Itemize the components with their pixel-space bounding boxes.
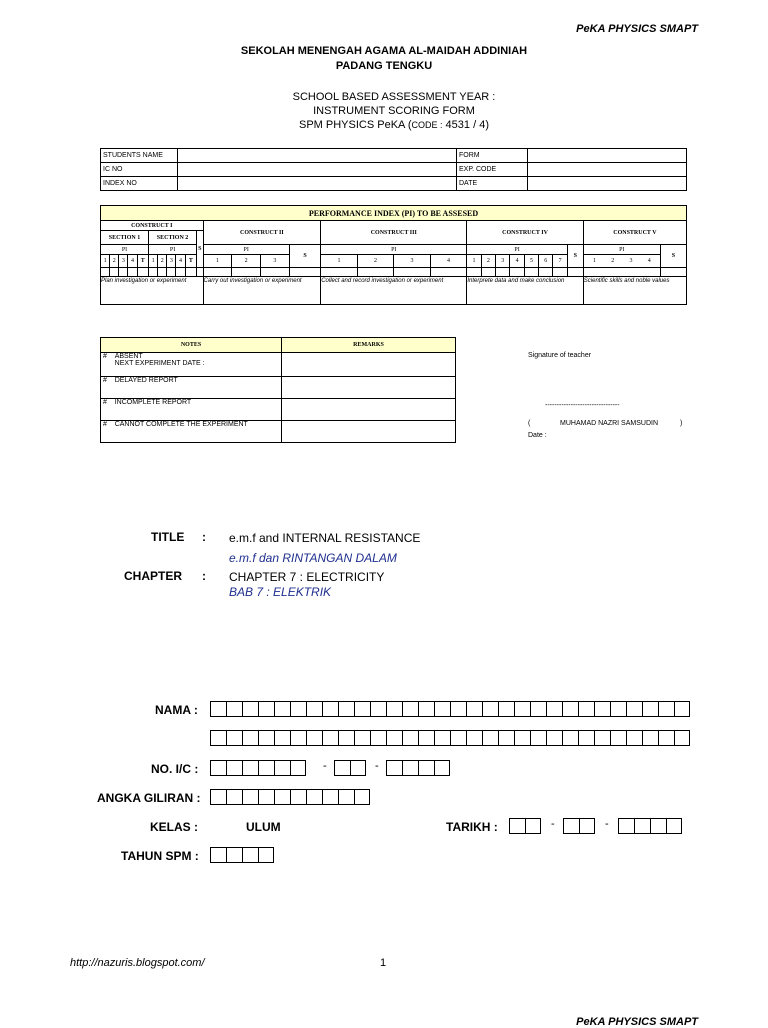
note-absent (101, 353, 282, 377)
tarikh-label: TARIKH : (446, 820, 498, 834)
exp-code-field[interactable] (528, 163, 687, 177)
construct4-pi: PI (467, 245, 568, 255)
section1-pi: PI (101, 245, 149, 255)
section2-pi: PI (149, 245, 197, 255)
tarikh-year-boxes[interactable] (618, 818, 682, 834)
pi-num: 5 (524, 255, 538, 268)
note-cannot (101, 421, 282, 443)
tarikh-month-boxes[interactable] (563, 818, 595, 834)
noic-boxes-3[interactable] (386, 760, 450, 776)
score-cell[interactable] (176, 268, 185, 277)
form-code-prefix: SPM PHYSICS PeKA ( (299, 119, 412, 131)
student-info-table (100, 148, 687, 191)
tahun-spm-boxes[interactable] (210, 847, 274, 863)
index-no-label: INDEX NO (101, 177, 178, 191)
remark-absent[interactable] (282, 353, 456, 377)
score-cell[interactable] (101, 268, 110, 277)
score-cell[interactable] (167, 268, 176, 277)
title-english: e.m.f and INTERNAL RESISTANCE (229, 531, 421, 545)
score-cell[interactable] (110, 268, 119, 277)
students-name-field[interactable] (178, 149, 457, 163)
tahun-spm-label: TAHUN SPM : (121, 849, 199, 863)
score-cell[interactable] (430, 268, 467, 277)
construct5-header: CONSTRUCT V (583, 221, 686, 245)
pi-num: 2 (158, 255, 167, 268)
note-cannot-text: CANNOT COMPLETE THE EXPERIMENT (114, 421, 248, 428)
section1-total: T (137, 255, 148, 268)
score-cell[interactable] (524, 268, 538, 277)
construct2-pi: PI (203, 245, 289, 255)
angka-giliran-boxes[interactable] (210, 789, 370, 805)
angka-giliran-label: ANGKA GILIRAN : (97, 791, 201, 805)
title-malay: e.m.f dan RINTANGAN DALAM (229, 551, 397, 565)
construct3-pi: PI (321, 245, 467, 255)
note-next-date: NEXT EXPERIMENT DATE : (114, 360, 205, 367)
score-cell[interactable] (185, 268, 196, 277)
date-field[interactable] (528, 177, 687, 191)
score-cell[interactable] (553, 268, 567, 277)
chapter-english: CHAPTER 7 : ELECTRICITY (229, 570, 385, 584)
note-hash: # (103, 353, 107, 360)
remarks-header: REMARKS (282, 338, 456, 353)
score-cell[interactable] (394, 268, 431, 277)
note-incomplete (101, 399, 282, 421)
score-cell[interactable] (128, 268, 137, 277)
form-code-value: 4531 / 4) (442, 119, 489, 131)
signature-open: ( (528, 420, 531, 427)
pi-num: 2 (232, 255, 261, 268)
construct5-desc: Scientific skills and noble values (583, 277, 686, 305)
score-cell[interactable] (203, 268, 232, 277)
school-location: PADANG TENGKU (335, 60, 433, 72)
section1-header: SECTION 1 (101, 231, 149, 245)
pi-num: 3 (496, 255, 510, 268)
pi-num: 3 (261, 255, 290, 268)
notes-header: NOTES (101, 338, 282, 353)
construct2-desc: Carry out investigation or experiment (203, 277, 321, 305)
construct1-header: CONSTRUCT I (101, 221, 204, 231)
note-delayed-text: DELAYED REPORT (114, 377, 178, 384)
pi-num: 1 (101, 255, 110, 268)
pi-num: 7 (553, 255, 567, 268)
next-page-brand: PeKA PHYSICS SMAPT (576, 1016, 698, 1028)
pi-num: 4 (510, 255, 524, 268)
pi-num: 1 (321, 255, 358, 268)
pi-num: 2 (357, 255, 394, 268)
note-absent-text: ABSENT (114, 353, 143, 360)
remark-delayed[interactable] (282, 377, 456, 399)
noic-dash-1: - (323, 760, 327, 772)
tarikh-dash-1: - (551, 818, 555, 830)
noic-boxes-1[interactable] (210, 760, 306, 776)
form-year-line: SCHOOL BASED ASSESSMENT YEAR : (292, 91, 496, 103)
form-field[interactable] (528, 149, 687, 163)
signature-line: -------------------------------- (545, 402, 620, 409)
pi-num: 1 (467, 255, 481, 268)
construct1-s: S (197, 231, 203, 268)
note-delayed (101, 377, 282, 399)
score-cell[interactable] (119, 268, 128, 277)
kelas-value: ULUM (246, 820, 281, 834)
teacher-name: MUHAMAD NAZRI SAMSUDIN (560, 420, 659, 427)
construct2-s: S (289, 245, 320, 268)
index-no-field[interactable] (178, 177, 457, 191)
construct3-desc: Collect and record investigation or experiment (321, 277, 467, 305)
chapter-colon: : (202, 569, 206, 583)
section2-header: SECTION 2 (149, 231, 197, 245)
ic-no-field[interactable] (178, 163, 457, 177)
kelas-label: KELAS : (150, 820, 198, 834)
signature-date: Date : (528, 432, 547, 439)
pi-num: 4 (128, 255, 137, 268)
form-code-line (0, 119, 768, 131)
section2-total: T (185, 255, 196, 268)
pi-num: 3 (119, 255, 128, 268)
score-cell[interactable] (137, 268, 148, 277)
score-cell[interactable] (583, 268, 660, 277)
construct2-header: CONSTRUCT II (203, 221, 321, 245)
header-brand: PeKA PHYSICS SMAPT (576, 23, 698, 35)
signature-label: Signature of teacher (528, 352, 592, 359)
pi-num: 2 (110, 255, 119, 268)
nama-boxes-row1[interactable] (210, 701, 690, 717)
title-colon: : (202, 530, 206, 544)
pi-num: 2 (481, 255, 495, 268)
nama-label: NAMA : (155, 703, 198, 717)
noic-boxes-2[interactable] (334, 760, 366, 776)
performance-index-table (100, 205, 687, 305)
score-cell[interactable] (261, 268, 290, 277)
ic-no-label: IC NO (101, 163, 178, 177)
form-label: FORM (457, 149, 528, 163)
noic-label: NO. I/C : (151, 762, 199, 776)
construct4-s: S (567, 245, 583, 268)
pi-num: 4 (430, 255, 467, 268)
date-label: DATE (457, 177, 528, 191)
page-number: 1 (380, 957, 387, 969)
score-cell[interactable] (467, 268, 481, 277)
notes-table (100, 337, 456, 443)
form-code-label: CODE : (411, 120, 443, 130)
construct4-desc: Interprete data and make conclusion (467, 277, 583, 305)
score-cell[interactable] (660, 268, 686, 277)
chapter-malay: BAB 7 : ELEKTRIK (229, 585, 332, 599)
students-name-label: STUDENTS NAME (101, 149, 178, 163)
score-cell[interactable] (496, 268, 510, 277)
score-cell[interactable] (289, 268, 320, 277)
construct4-header: CONSTRUCT IV (467, 221, 583, 245)
exp-code-label: EXP. CODE (457, 163, 528, 177)
school-name: SEKOLAH MENENGAH AGAMA AL-MAIDAH ADDINIAH (240, 45, 528, 57)
construct3-header: CONSTRUCT III (321, 221, 467, 245)
note-hash: # (103, 399, 107, 406)
note-hash: # (103, 377, 107, 384)
tarikh-dash-2: - (605, 818, 609, 830)
pi-table-title: PERFORMANCE INDEX (PI) TO BE ASSESED (101, 206, 687, 221)
pi-num: 6 (539, 255, 553, 268)
chapter-label: CHAPTER (124, 569, 183, 583)
score-cell[interactable] (539, 268, 553, 277)
construct5-s: S (660, 245, 686, 268)
score-cell[interactable] (321, 268, 358, 277)
form-title-line: INSTRUMENT SCORING FORM (313, 105, 475, 117)
nama-boxes-row2[interactable] (210, 730, 690, 746)
score-cell[interactable] (158, 268, 167, 277)
pi-num: 4 (176, 255, 185, 268)
note-hash: # (103, 421, 107, 428)
score-cell[interactable] (357, 268, 394, 277)
pi-num: 1 (203, 255, 232, 268)
score-cell[interactable] (232, 268, 261, 277)
remark-cannot[interactable] (282, 421, 456, 443)
note-incomplete-text: INCOMPLETE REPORT (114, 399, 192, 406)
signature-close: ) (680, 420, 683, 427)
footer-url[interactable]: http://nazuris.blogspot.com/ (70, 957, 205, 969)
pi-num: 1 (149, 255, 158, 268)
score-cell[interactable] (481, 268, 495, 277)
pi-num: 3 (394, 255, 431, 268)
score-cell[interactable] (510, 268, 524, 277)
remark-incomplete[interactable] (282, 399, 456, 421)
noic-dash-2: - (375, 760, 379, 772)
tarikh-day-boxes[interactable] (509, 818, 541, 834)
pi-num: 3 (167, 255, 176, 268)
score-cell[interactable] (567, 268, 583, 277)
construct1-desc: Plan investigation or experiment (101, 277, 204, 305)
score-cell[interactable] (149, 268, 158, 277)
construct5-pi: PI (583, 245, 660, 255)
pi-num-group: 1 2 3 4 (583, 255, 660, 268)
title-label: TITLE (151, 530, 185, 544)
